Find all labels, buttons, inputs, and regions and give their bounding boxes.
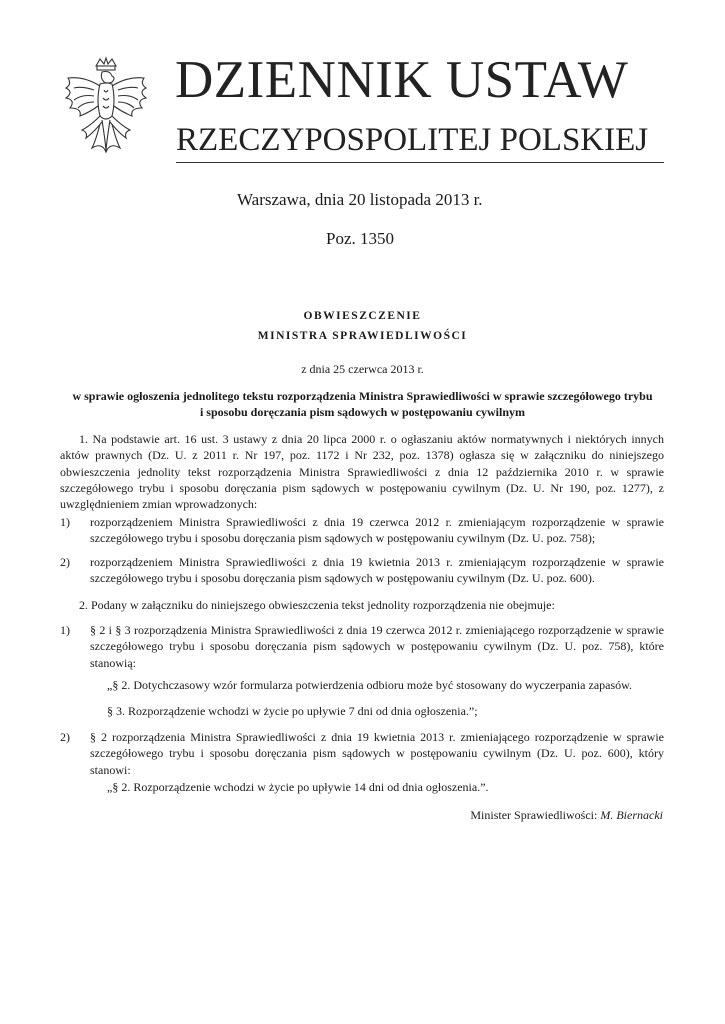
list-item: [60, 729, 664, 778]
document-subject: w sprawie ogłoszenia jednolitego tekstu rozporządzenia Ministra Sprawiedliwości w sprawie szczegółowego trybu i sposobu doręczania pism sądowych w postępowaniu cywilnym: [72, 389, 653, 419]
document-authority: MINISTRA SPRAWIEDLIWOŚCI: [257, 330, 468, 342]
masthead-divider: [176, 162, 664, 163]
list-item-number: 2): [60, 730, 70, 744]
quoted-provision: „§ 2. Rozporządzenie wchodzi w życie po upływie 14 dni od dnia ogłoszenia.”.: [107, 780, 489, 794]
list-item: [60, 514, 664, 547]
list-item-number: 1): [60, 515, 70, 529]
issue-date: Warszawa, dnia 20 listopada 2013 r.: [237, 190, 483, 209]
signature-name: M. Biernacki: [600, 808, 663, 822]
polish-eagle-emblem-icon: [60, 56, 152, 160]
list-item-number: 1): [60, 623, 70, 637]
paragraph-2: 2. Podany w załączniku do niniejszego obwieszczenia tekst jednolity rozporządzenia nie obejmuje:: [79, 598, 555, 612]
position-number: Poz. 1350: [326, 229, 394, 248]
document-type: OBWIESZCZENIE: [303, 310, 422, 322]
list-item-text: § 2 i § 3 rozporządzenia Ministra Sprawiedliwości z dnia 19 czerwca 2012 r. zmieniającego rozporządzenie w sprawie szczegółowego trybu i sposobu doręczania pism sądowych w postępowaniu cywilnym (Dz. U. poz. 758), które stanowią:: [90, 623, 664, 670]
list-item-text: rozporządzeniem Ministra Sprawiedliwości z dnia 19 czerwca 2012 r. zmieniającym rozporządzenie w sprawie szczegółowego trybu i sposobu doręczania pism sądowych w postępowaniu cywilnym (Dz. U. poz. 758);: [90, 515, 664, 546]
publication-title: DZIENNIK USTAW: [175, 51, 629, 109]
quoted-provision: § 3. Rozporządzenie wchodzi w życie po upływie 7 dni od dnia ogłoszenia.”;: [107, 704, 478, 718]
signature-role: Minister Sprawiedliwości:: [470, 808, 601, 822]
paragraph-1: 1. Na podstawie art. 16 ust. 3 ustawy z dnia 20 lipca 2000 r. o ogłaszaniu aktów normatywnych i niektórych innych aktów prawnych (Dz. U. z 2011 r. Nr 197, poz. 1172 i Nr 232, poz. 1378) ogłasza się w załączniku do niniejszego obwieszczenia jednolity tekst rozporządzenia Ministra Sprawiedliwości z dnia 12 października 2010 r. w sprawie szczegółowego trybu i sposobu doręczania pism sądowych w postępowaniu cywilnym (Dz. U. Nr 190, poz. 1277), z uwzględnieniem zmian wprowadzonych:: [60, 432, 664, 512]
publication-subtitle: RZECZYPOSPOLITEJ POLSKIEJ: [176, 122, 649, 158]
list-item: [60, 554, 664, 587]
list-item-number: 2): [60, 555, 70, 569]
signature: [470, 808, 663, 823]
list-item-text: § 2 rozporządzenia Ministra Sprawiedliwości z dnia 19 kwietnia 2013 r. zmieniającego rozporządzenie w sprawie szczegółowego trybu i sposobu doręczania pism sądowych w postępowaniu cywilnym (Dz. U. poz. 600), który stanowi:: [90, 730, 664, 777]
quoted-provision: „§ 2. Dotychczasowy wzór formularza potwierdzenia odbioru może być stosowany do wyczerpania zapasów.: [107, 678, 633, 692]
list-item: [60, 622, 664, 671]
document-date: z dnia 25 czerwca 2013 r.: [301, 362, 424, 376]
list-item-text: rozporządzeniem Ministra Sprawiedliwości z dnia 19 kwietnia 2013 r. zmieniającym rozporządzenie w sprawie szczegółowego trybu i sposobu doręczania pism sądowych w postępowaniu cywilnym (Dz. U. poz. 600).: [90, 555, 664, 586]
